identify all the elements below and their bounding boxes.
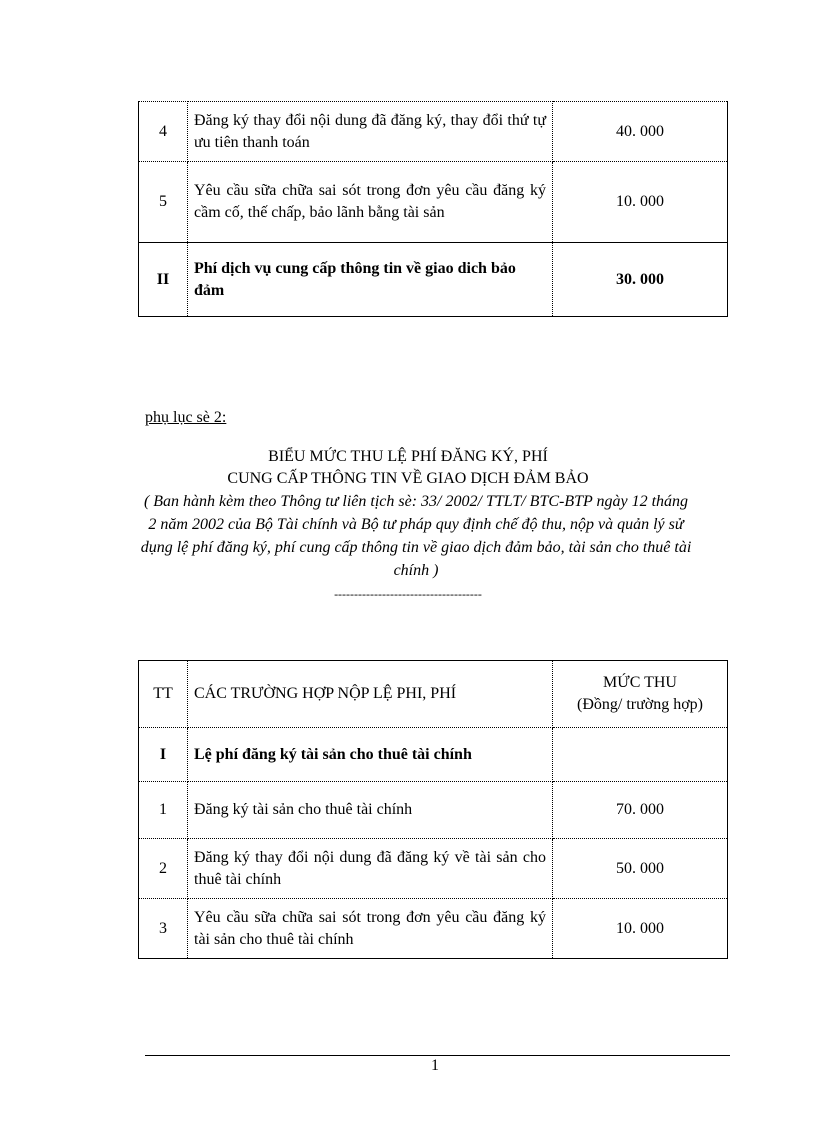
row-number: 3 — [139, 899, 188, 959]
row-description: Yêu cầu sữa chữa sai sót trong đơn yêu cầu đăng ký cầm cố, thế chấp, bảo lãnh bằng tài sản — [188, 162, 553, 243]
row-fee: 40. 000 — [553, 102, 728, 162]
row-description: Đăng ký thay đổi nội dung đã đăng ký, thay đổi thứ tự ưu tiên thanh toán — [188, 102, 553, 162]
fee-table — [138, 660, 728, 959]
table-row — [139, 899, 728, 959]
section-fee — [553, 728, 728, 782]
table-row — [139, 162, 728, 243]
header-tt: TT — [139, 661, 188, 728]
fee-table-continued — [138, 101, 728, 317]
row-fee: 50. 000 — [553, 839, 728, 899]
section-number: I — [139, 728, 188, 782]
document-title-line2: CUNG CẤP THÔNG TIN VỀ GIAO DỊCH ĐẢM BẢO — [227, 470, 589, 487]
row-number: 2 — [139, 839, 188, 899]
table-row — [139, 839, 728, 899]
footer-rule — [145, 1055, 730, 1056]
row-description: Đăng ký tài sản cho thuê tài chính — [188, 782, 553, 839]
header-fee-line2: (Đồng/ trường hợp) — [576, 696, 704, 713]
row-fee: 10. 000 — [553, 162, 728, 243]
row-fee: 70. 000 — [553, 782, 728, 839]
row-number: 4 — [139, 102, 188, 162]
header-fee — [553, 661, 728, 728]
document-title-line1: BIỂU MỨC THU LỆ PHÍ ĐĂNG KÝ, PHÍ — [268, 448, 548, 465]
divider: ------------------------------------- — [334, 587, 482, 601]
header-description: CÁC TRƯỜNG HỢP NỘP LỆ PHI, PHÍ — [188, 661, 553, 728]
row-number: 5 — [139, 162, 188, 243]
row-fee: 10. 000 — [553, 899, 728, 959]
row-number: 1 — [139, 782, 188, 839]
table-row-section — [139, 243, 728, 317]
appendix-label: phụ lục sè 2: — [145, 409, 227, 426]
row-description: Đăng ký thay đổi nội dung đã đăng ký về tài sản cho thuê tài chính — [188, 839, 553, 899]
row-description: Yêu cầu sữa chữa sai sót trong đơn yêu cầu đăng ký tài sản cho thuê tài chính — [188, 899, 553, 959]
table-row — [139, 782, 728, 839]
table-row — [139, 102, 728, 162]
table-row-section — [139, 728, 728, 782]
document-subtitle: ( Ban hành kèm theo Thông tư liên tịch sè: 33/ 2002/ TTLT/ BTC-BTP ngày 12 tháng 2 năm 2002 của Bộ Tài chính và Bộ tư pháp quy định chế độ thu, nộp và quản lý sử dụng lệ phí đăng ký, phí cung cấp thông tin về giao dịch đảm bảo, tài sản cho thuê tài chính ) — [140, 493, 692, 579]
section-description: Lệ phí đăng ký tài sản cho thuê tài chính — [188, 728, 553, 782]
section-description: Phí dịch vụ cung cấp thông tin về giao dich bảo đảm — [188, 243, 553, 317]
header-fee-line1: MỨC THU — [603, 674, 677, 691]
section-fee: 30. 000 — [553, 243, 728, 317]
section-number: II — [139, 243, 188, 317]
table-header-row — [139, 661, 728, 728]
page-number: 1 — [431, 1057, 439, 1074]
